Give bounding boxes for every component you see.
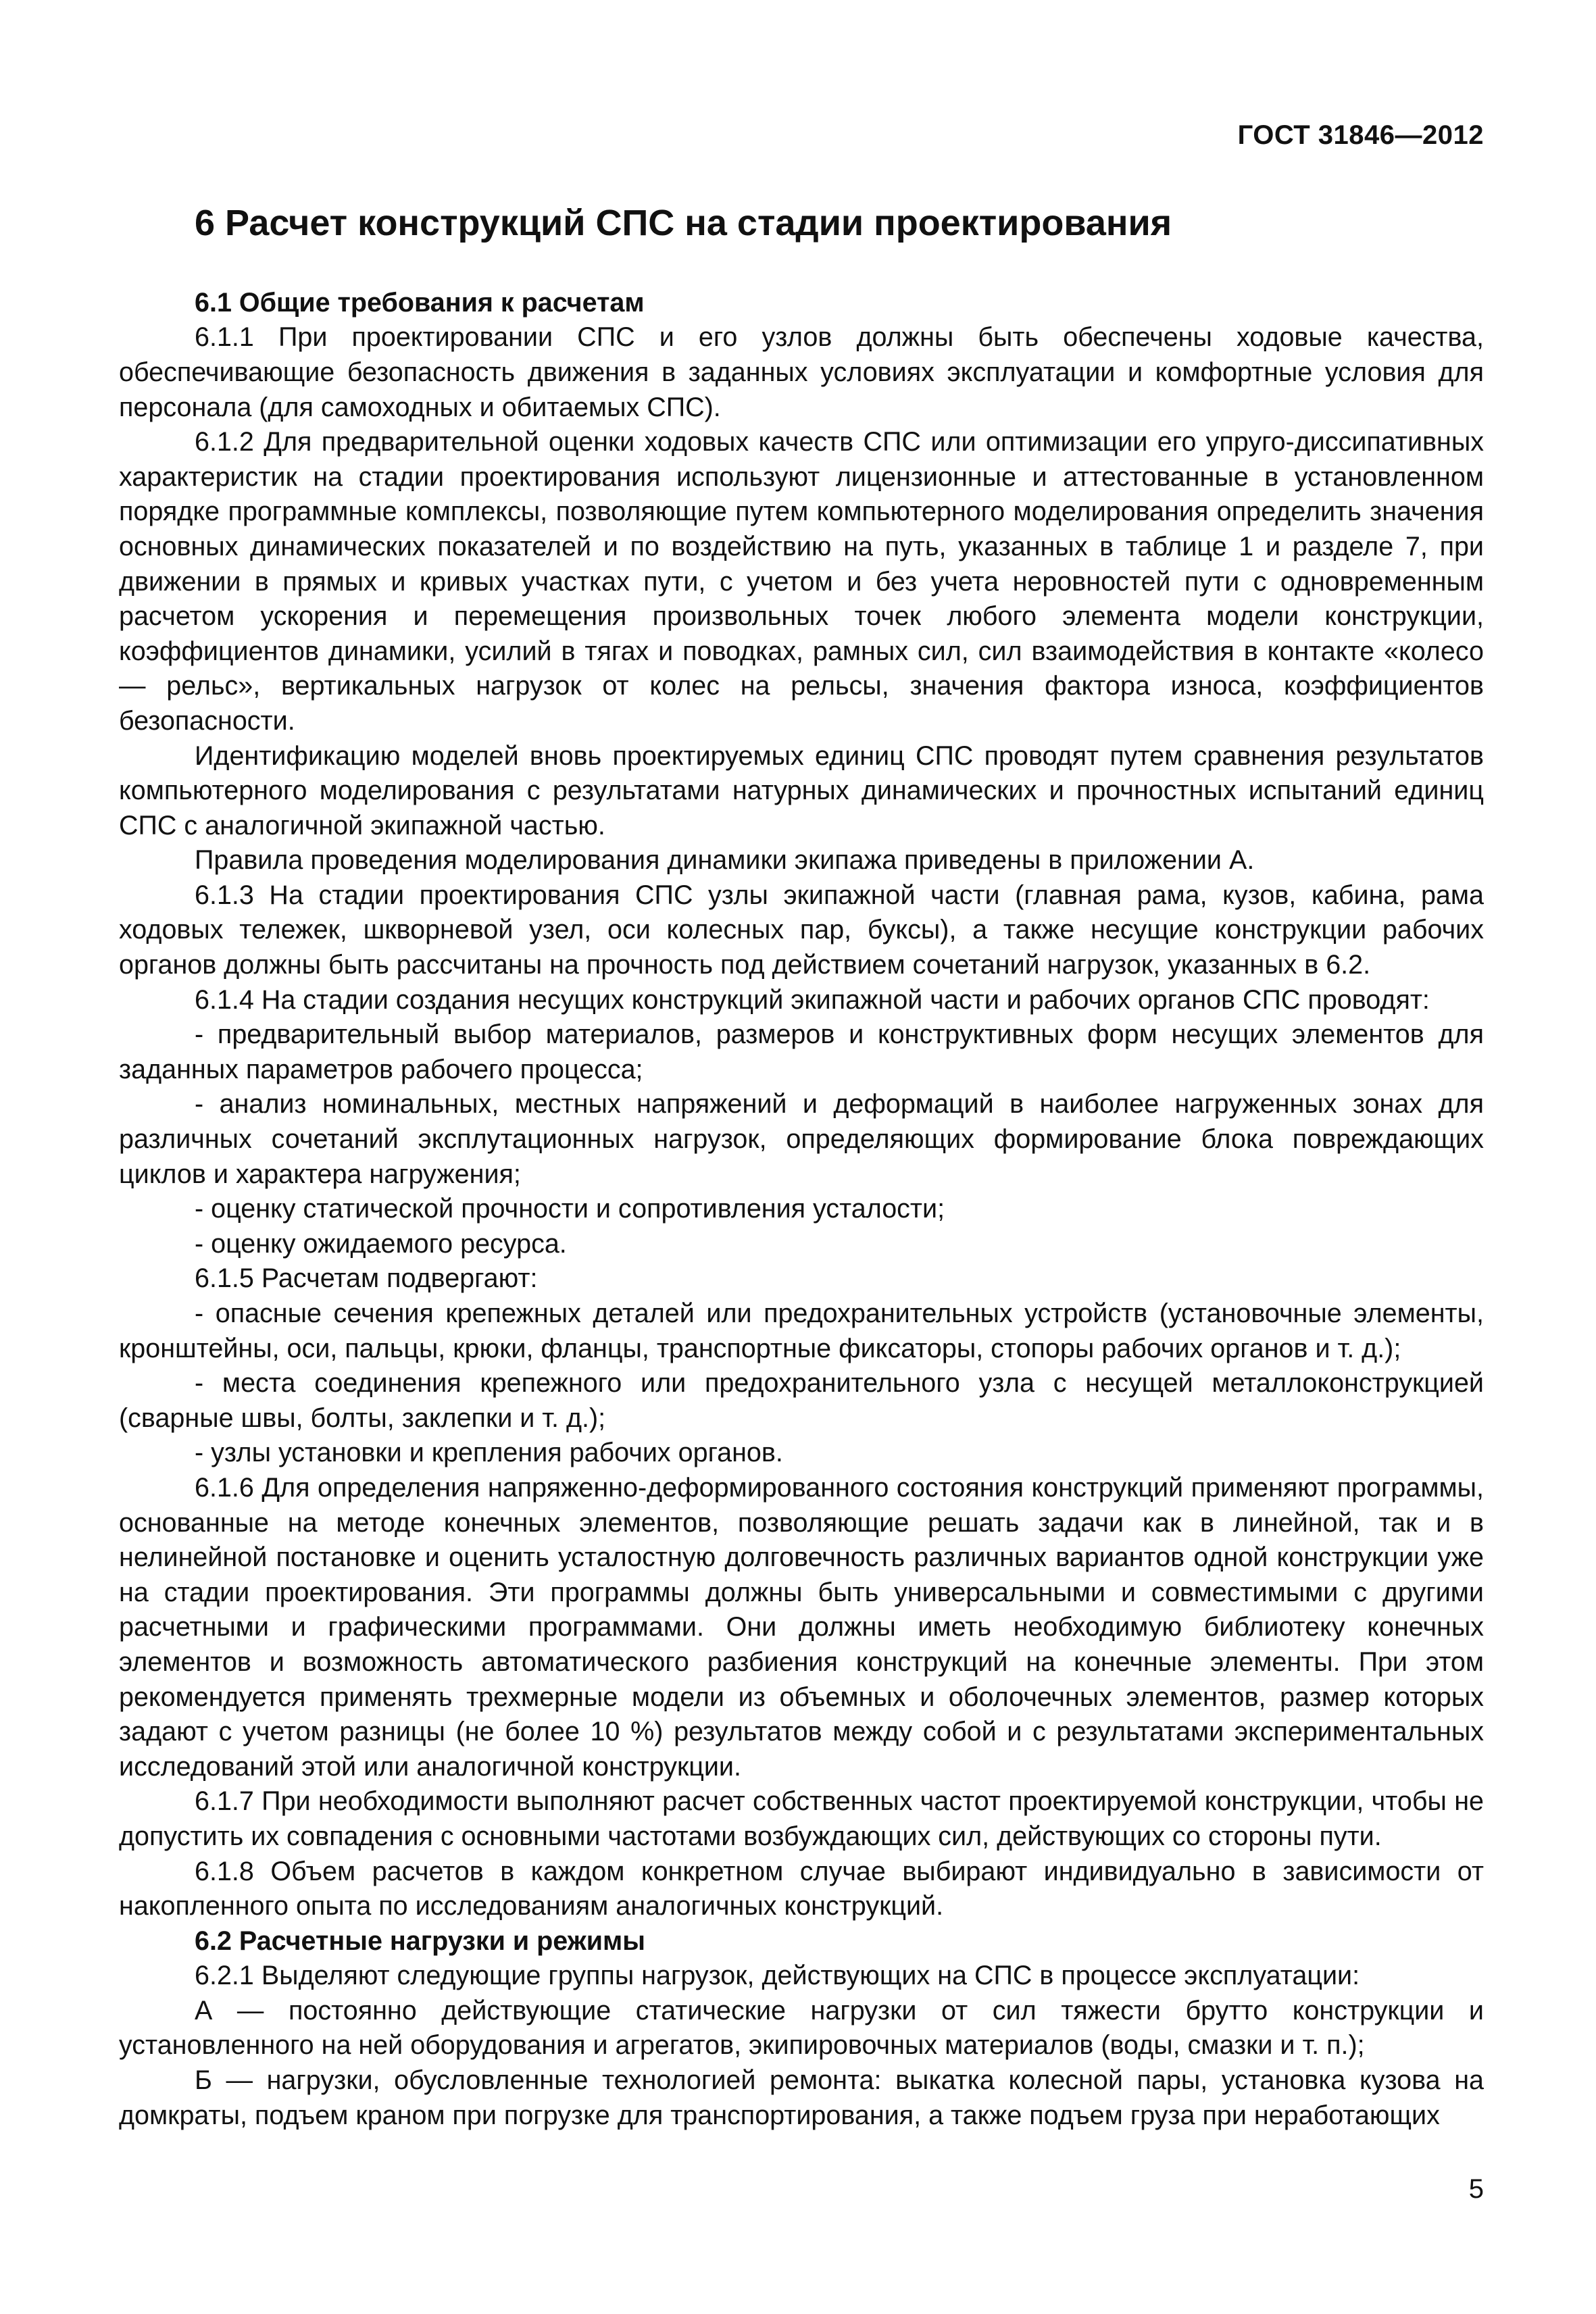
page-number: 5 bbox=[1468, 2174, 1484, 2204]
paragraph: А — постоянно действующие статические нагрузки от сил тяжести брутто конструкции и установленного на ней оборудования и агрегатов, экипировочных материалов (воды, смазки и т. п.); bbox=[119, 1995, 1484, 2061]
section-heading: 6 Расчет конструкций СПС на стадии проектирования bbox=[195, 203, 1172, 243]
paragraph: 6.1.7 При необходимости выполняют расчет собственных частот проектируемой конструкции, чтобы не допустить их совпадения с основными частотами возбуждающих сил, действующих со стороны пути. bbox=[119, 1786, 1484, 1851]
subsection-heading: 6.1 Общие требования к расчетам bbox=[195, 287, 645, 318]
paragraph: - опасные сечения крепежных деталей или предохранительных устройств (установочные элементы, кронштейны, оси, пальцы, крюки, фланцы, транспортные фиксаторы, стопоры рабочих органов и т. д.); bbox=[119, 1299, 1484, 1363]
paragraph: Правила проведения моделирования динамики экипажа приведены в приложении А. bbox=[195, 845, 1255, 876]
paragraph: 6.1.1 При проектировании СПС и его узлов должны быть обеспечены ходовые качества, обеспечивающие безопасность движения в заданных условиях эксплуатации и комфортные условия для персонала (для самоходных и обитаемых СПС). bbox=[119, 322, 1484, 422]
paragraph: 6.1.6 Для определения напряженно-деформированного состояния конструкций применяют программы, основанные на методе конечных элементов, позволяющие решать задачи как в линейной, так и в нелинейной постановке и оценить усталостную долговечность различных вариантов одной конструкции уже на стадии проектирования. Эти программы должны быть универсальными и совместимыми с другими расчетными и графическими программами. Они должны иметь необходимую библиотеку конечных элементов и возможность автоматического разбиения конструкций на конечные элементы. При этом рекомендуется применять трехмерные модели из объемных и оболочечных элементов, размер которых задают с учетом разницы (не более 10 %) результатов между собой и с результатами экспериментальных исследований этой или аналогичной конструкции. bbox=[119, 1472, 1484, 1782]
body-text bbox=[119, 286, 1484, 2133]
paragraph: - предварительный выбор материалов, размеров и конструктивных форм несущих элементов для заданных параметров рабочего процесса; bbox=[119, 1020, 1484, 1084]
paragraph: 6.1.2 Для предварительной оценки ходовых качеств СПС или оптимизации его упруго-диссипативных характеристик на стадии проектирования используют лицензионные и аттестованные в установленном порядке программные комплексы, позволяющие путем компьютерного моделирования определить значения основных динамических показателей и по воздействию на путь, указанных в таблице 1 и разделе 7, при движении в прямых и кривых участках пути, с учетом и без учета неровностей пути с одновременным расчетом ускорения и перемещения произвольных точек любого элемента модели конструкции, коэффициентов динамики, усилий в тягах и поводках, рамных сил, сил взаимодействия в контакте «колесо — рельс», вертикальных нагрузок от колес на рельсы, значения фактора износа, коэффициентов безопасности. bbox=[119, 427, 1484, 736]
page-content bbox=[119, 115, 1484, 2133]
paragraph: 6.2.1 Выделяют следующие группы нагрузок, действующих на СПС в процессе эксплуатации: bbox=[195, 1961, 1360, 1991]
subsection-heading: 6.2 Расчетные нагрузки и режимы bbox=[195, 1926, 645, 1956]
paragraph: 6.1.4 На стадии создания несущих конструкций экипажной части и рабочих органов СПС проводят: bbox=[195, 984, 1430, 1015]
paragraph: - оценку ожидаемого ресурса. bbox=[195, 1228, 567, 1259]
paragraph: Б — нагрузки, обусловленные технологией ремонта: выкатка колесной пары, установка кузова на домкраты, подъем краном при погрузке для транспортирования, а также подъем груза при неработающих bbox=[119, 2065, 1484, 2130]
paragraph: - узлы установки и крепления рабочих органов. bbox=[195, 1438, 783, 1468]
paragraph: 6.1.5 Расчетам подвергают: bbox=[195, 1263, 538, 1294]
paragraph: 6.1.3 На стадии проектирования СПС узлы экипажной части (главная рама, кузов, кабина, рама ходовых тележек, шкворневой узел, оси колесных пар, буксы), а также несущие конструкции рабочих органов должны быть рассчитаны на прочность под действием сочетаний нагрузок, указанных в 6.2. bbox=[119, 880, 1484, 980]
paragraph: 6.1.8 Объем расчетов в каждом конкретном случае выбирают индивидуально в зависимости от накопленного опыта по исследованиям аналогичных конструкций. bbox=[119, 1856, 1484, 1921]
document-code: ГОСТ 31846—2012 bbox=[1237, 120, 1484, 150]
paragraph: - анализ номинальных, местных напряжений и деформаций в наиболее нагруженных зонах для различных сочетаний эксплутационных нагрузок, определяющих формирование блока повреждающих циклов и характера нагружения; bbox=[119, 1089, 1484, 1189]
paragraph: - места соединения крепежного или предохранительного узла с несущей металлоконструкцией (сварные швы, болты, заклепки и т. д.); bbox=[119, 1368, 1484, 1433]
paragraph: Идентификацию моделей вновь проектируемых единиц СПС проводят путем сравнения результатов компьютерного моделирования с результатами натурных динамических и прочностных испытаний единиц СПС с аналогичной экипажной частью. bbox=[119, 740, 1484, 840]
paragraph: - оценку статической прочности и сопротивления усталости; bbox=[195, 1194, 945, 1224]
